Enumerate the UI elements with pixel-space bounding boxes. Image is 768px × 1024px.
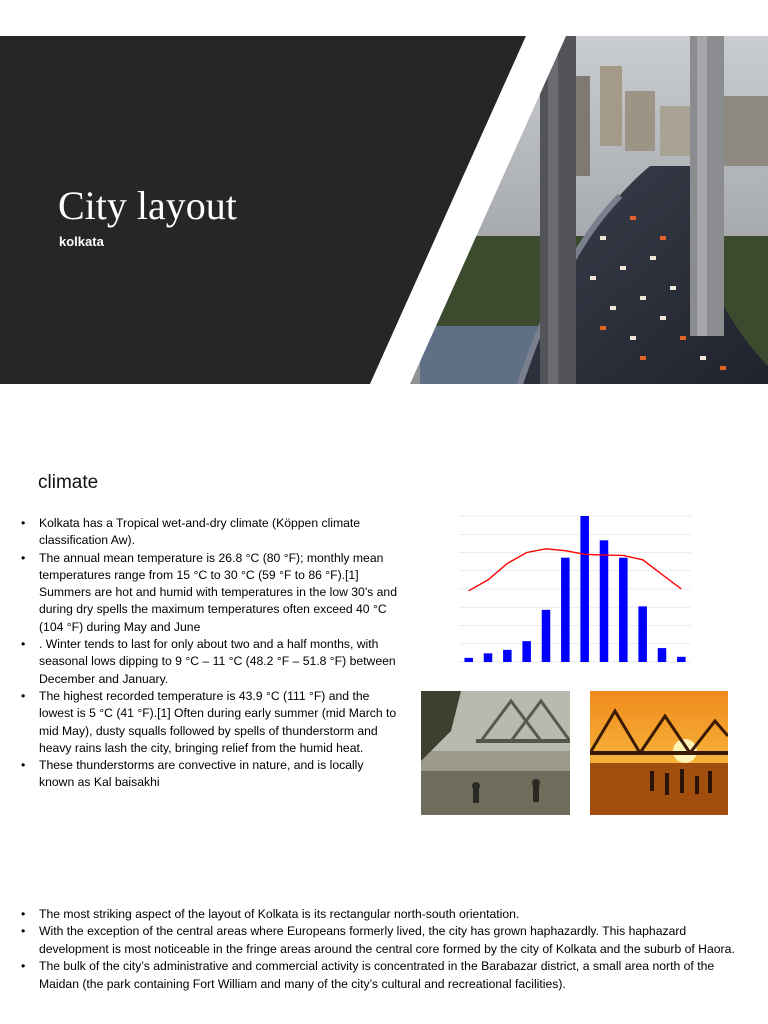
precipitation-bar [638, 606, 647, 662]
list-item: • The annual mean temperature is 26.8 °C (80 °F); monthly mean temperatures range from 15 °C to 30 °C (59 °F to 86 °F).[1] Summers are hot and humid with temperatures in the low 30's and during dry spells the maximum temperatures often exceed 40 °C (104 °F) during May and June [20, 550, 398, 636]
howrah-bridge-sunset-photo [590, 691, 728, 815]
precipitation-bar [600, 540, 609, 662]
precipitation-bar [677, 657, 686, 662]
temperature-line [469, 549, 682, 591]
climate-chart-svg [429, 502, 702, 674]
page-title: City layout [58, 183, 237, 228]
list-item: • . Winter tends to last for only about two and a half months, with seasonal lows dipping to 9 °C – 11 °C (48.2 °F – 51.8 °F) between December and January. [20, 636, 398, 688]
climate-chart [429, 502, 702, 674]
precipitation-bar [658, 648, 667, 662]
climate-bullet-list [20, 515, 398, 792]
howrah-bridge-misty-photo [421, 691, 570, 815]
list-item: • With the exception of the central areas where Europeans formerly lived, the city has grown haphazardly. This haphazard development is most noticeable in the fringe areas around the central core formed by the city of Kolkata and the suburb of Haora. [20, 923, 750, 958]
precipitation-bar [619, 558, 628, 662]
climate-heading: climate [38, 472, 99, 493]
precipitation-bar [522, 641, 531, 662]
list-item: • These thunderstorms are convective in nature, and is locally known as Kal baisakhi [20, 757, 398, 792]
layout-bullet-list [20, 906, 750, 993]
page-subtitle: kolkata [59, 234, 104, 249]
list-item: • The bulk of the city’s administrative and commercial activity is concentrated in the Barabazar district, a small area north of the Maidan (the park containing Fort William and many of the city’s cultural and recreational facilities). [20, 958, 750, 993]
title-banner [0, 36, 768, 384]
precipitation-bar [503, 650, 512, 662]
precipitation-bar [484, 653, 493, 662]
precipitation-bar [561, 558, 570, 662]
list-item: • The most striking aspect of the layout of Kolkata is its rectangular north-south orientation. [20, 906, 750, 923]
precipitation-bar [580, 516, 589, 662]
precipitation-bar [542, 610, 551, 662]
precipitation-bar [464, 658, 473, 662]
list-item: • The highest recorded temperature is 43.9 °C (111 °F) and the lowest is 5 °C (41 °F).[1] Often during early summer (mid March to mid May), dusty squalls followed by spells of thunderstorm and heavy rains lash the city, bringing relief from the humid heat. [20, 688, 398, 757]
list-item: • Kolkata has a Tropical wet-and-dry climate (Köppen climate classification Aw). [20, 515, 398, 550]
top-margin [0, 0, 768, 36]
